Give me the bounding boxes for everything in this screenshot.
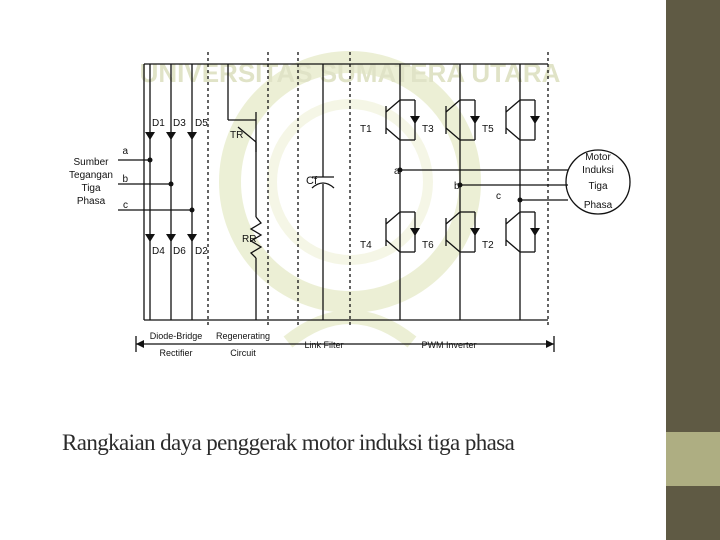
transistor-label-t1: T1 (360, 124, 372, 135)
transistor-label-t6: T6 (422, 240, 434, 251)
motor-label-line3: Tiga (588, 181, 608, 192)
transistor-label-tr: TR (230, 130, 244, 141)
motor-label-line4: Phasa (583, 200, 613, 211)
transistor-label-t3: T3 (422, 124, 434, 135)
phase-label-a: a (122, 146, 128, 157)
transistor-label-t5: T5 (482, 124, 494, 135)
transistor-label-t4: T4 (360, 240, 372, 251)
circuit-diagram (122, 42, 642, 382)
motor-label-line2: Induksi (582, 165, 614, 176)
diode-label-d3: D3 (173, 118, 186, 129)
section-label-regen-1: Regenerating (215, 331, 271, 341)
side-stripe-top (666, 0, 720, 432)
diode-label-d5: D5 (195, 118, 208, 129)
motor-label-line1: Motor (585, 152, 611, 163)
section-label-link-filter: Link Filter (304, 340, 344, 350)
node-label-c: c (496, 191, 501, 202)
slide-caption: Rangkaian daya penggerak motor induksi tiga phasa (62, 430, 515, 455)
diode-label-d4: D4 (152, 246, 165, 257)
diode-label-d6: D6 (173, 246, 186, 257)
phase-label-c: c (123, 200, 128, 211)
node-label-a: a (394, 166, 400, 177)
section-label-pwm-inverter: PWM Inverter (421, 340, 477, 350)
source-label (62, 156, 120, 208)
side-stripe-middle (666, 432, 720, 486)
svg-text:UNIVERSITAS SUMATERA UTARA: UNIVERSITAS SUMATERA UTARA (139, 58, 561, 88)
source-label-line2: Tegangan (69, 170, 113, 181)
capacitor-label-cf: Cf (306, 175, 317, 187)
node-label-b: b (454, 181, 460, 192)
source-label-line1: Sumber (73, 157, 109, 168)
diode-label-d2: D2 (195, 246, 208, 257)
source-label-line3: Tiga (81, 183, 101, 194)
diode-label-d1: D1 (152, 118, 165, 129)
transistor-label-t2: T2 (482, 240, 494, 251)
resistor-label-rr: RR (242, 234, 257, 245)
section-label-regen-2: Circuit (230, 348, 256, 358)
phase-label-b: b (122, 174, 128, 185)
side-stripe-bottom (666, 486, 720, 540)
section-label-rectifier-1: Diode-Bridge (149, 331, 203, 341)
section-label-rectifier-2: Rectifier (159, 348, 193, 358)
source-label-line4: Phasa (76, 196, 106, 207)
